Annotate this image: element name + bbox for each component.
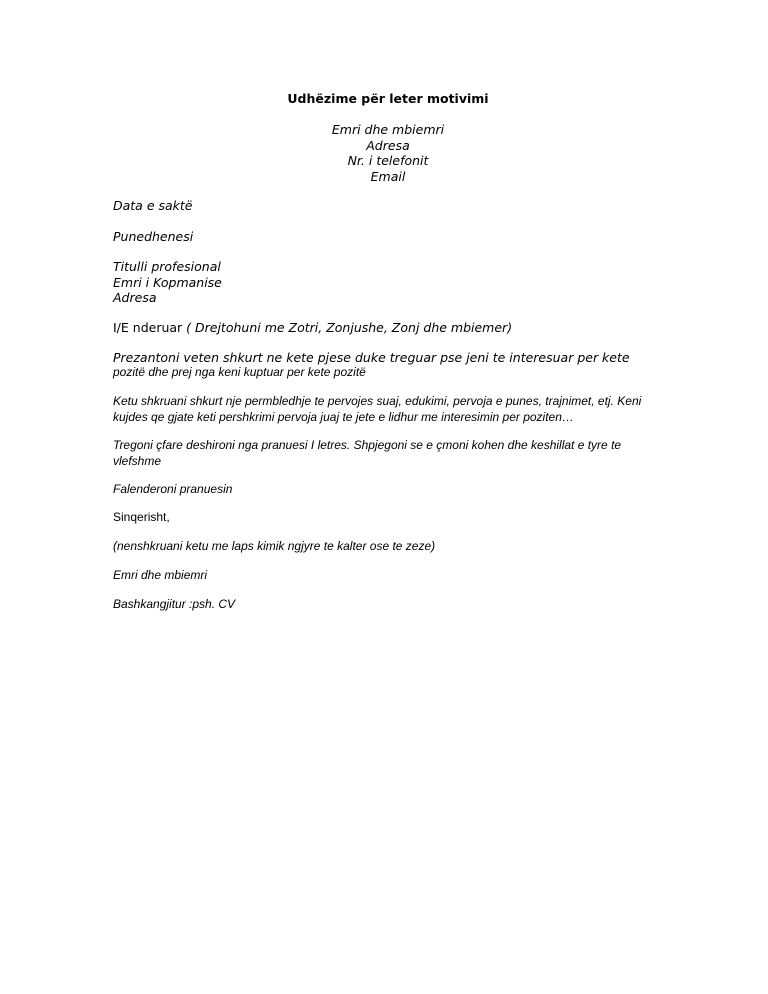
- recipient-title: Titulli profesional: [113, 259, 221, 274]
- employer-line: Punedhenesi: [113, 229, 194, 244]
- sender-phone: Nr. i telefonit: [347, 153, 429, 168]
- experience-paragraph: Ketu shkruani shkurt nje permbledhje te pervojes suaj, edukimi, pervoja e punes, trajnimet, etj. Keni kujdes qe gjate keti pershkrimi pervoja juaj te jete e lidhur me interesimin per poziten…: [113, 394, 642, 424]
- salutation-prefix: I/E nderuar: [113, 320, 187, 335]
- sender-email: Email: [370, 168, 406, 184]
- intro-line-1: Prezantoni veten shkurt ne kete pjese duke treguar pse jeni te interesuar per kete: [113, 350, 630, 365]
- date-line: Data e saktë: [113, 198, 193, 213]
- salutation-line: [113, 320, 673, 336]
- request-paragraph: Tregoni çfare deshironi nga pranuesi I letres. Shpjegoni se e çmoni kohen dhe keshillat e tyre te vlefshme: [113, 438, 622, 468]
- closing-line: Sinqerisht,: [113, 510, 170, 524]
- intro-paragraph: [113, 350, 673, 380]
- recipient-company: Emri i Kopmanise: [113, 274, 222, 290]
- sender-block: [0, 122, 768, 184]
- signature-name: Emri dhe mbiemri: [113, 568, 208, 582]
- sender-address: Adresa: [366, 137, 410, 153]
- salutation-hint: ( Drejtohuni me Zotri, Zonjushe, Zonj dhe mbiemer): [186, 320, 513, 335]
- document-title-text: Udhëzime për leter motivimi: [287, 91, 489, 106]
- document-title: [0, 91, 768, 107]
- sender-name: Emri dhe mbiemri: [331, 122, 445, 137]
- recipient-block: [113, 259, 673, 306]
- recipient-address: Adresa: [113, 290, 157, 305]
- thanks-line: Falenderoni pranuesin: [113, 482, 233, 496]
- signature-hint: (nenshkruani ketu me laps kimik ngjyre te kalter ose te zeze): [113, 539, 436, 553]
- intro-line-2: pozitë dhe prej nga keni kuptuar per kete pozitë: [113, 364, 366, 379]
- attachment-line: Bashkangjitur :psh. CV: [113, 597, 236, 611]
